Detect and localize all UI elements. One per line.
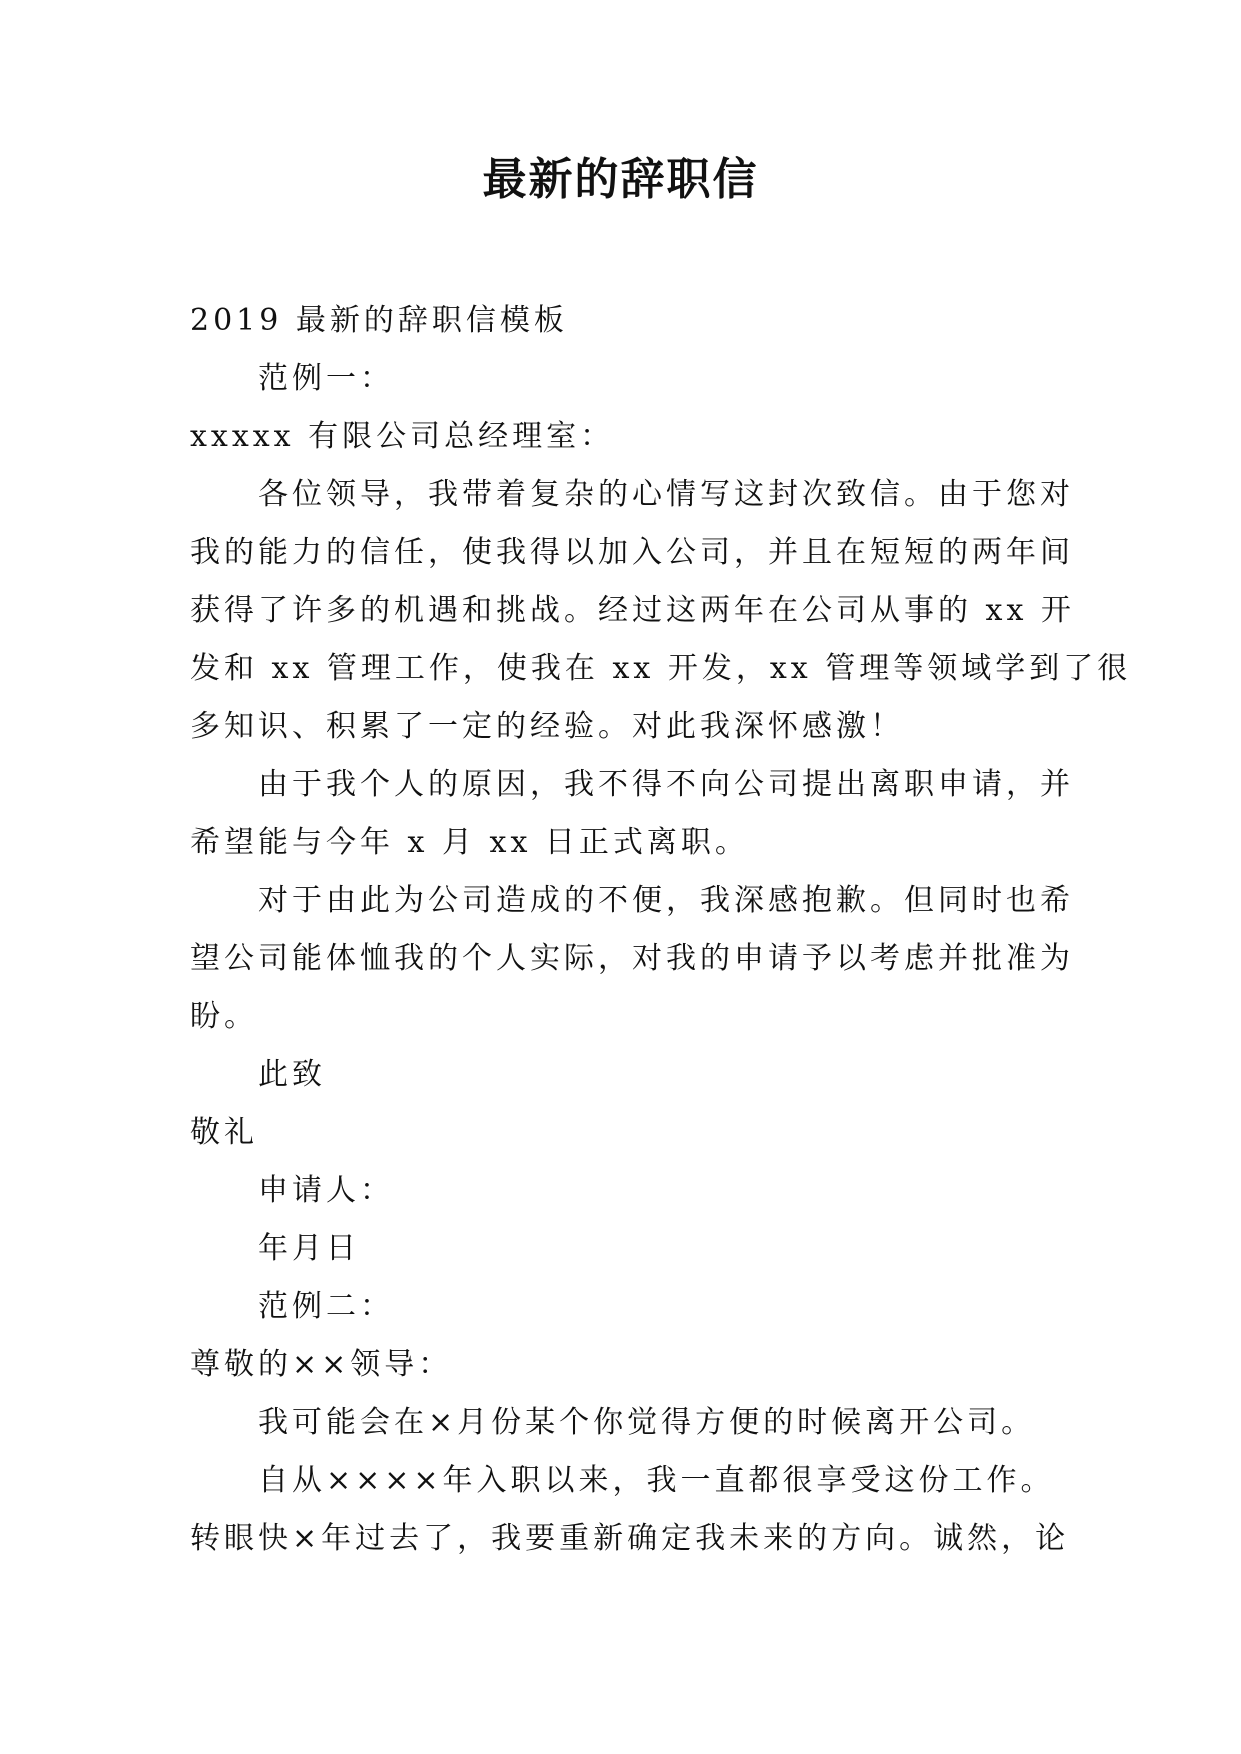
body-line: 希望能与今年 x 月 xx 日正式离职。 xyxy=(190,825,749,860)
closing-line: 敬礼 xyxy=(190,1115,258,1150)
body-line: 转眼快×年过去了，我要重新确定我未来的方向。诚然，论 xyxy=(190,1521,1070,1556)
body-line: 2019 最新的辞职信模板 xyxy=(190,303,568,338)
body-line: 盼。 xyxy=(190,999,258,1034)
body-line: 对于由此为公司造成的不便，我深感抱歉。但同时也希 xyxy=(258,883,1074,918)
section-heading: 范例二： xyxy=(258,1289,394,1324)
body-line: 我的能力的信任，使我得以加入公司，并且在短短的两年间 xyxy=(190,535,1074,570)
body-line: xxxxx 有限公司总经理室： xyxy=(190,419,615,454)
body-line: 各位领导，我带着复杂的心情写这封次致信。由于您对 xyxy=(258,477,1074,512)
body-line: 多知识、积累了一定的经验。对此我深怀感激！ xyxy=(190,709,904,744)
body-line: 我可能会在×月份某个你觉得方便的时候离开公司。 xyxy=(258,1405,1036,1440)
body-line: 望公司能体恤我的个人实际，对我的申请予以考虑并批准为 xyxy=(190,941,1074,976)
document-body xyxy=(190,292,1132,1568)
closing-line: 此致 xyxy=(258,1057,326,1092)
date-line: 年月日 xyxy=(258,1231,360,1266)
body-line: 获得了许多的机遇和挑战。经过这两年在公司从事的 xx 开 xyxy=(190,593,1075,628)
body-line: 范例一： xyxy=(258,361,394,396)
document-title: 最新的辞职信 xyxy=(482,154,759,205)
signature-line: 申请人： xyxy=(258,1173,394,1208)
body-line: 由于我个人的原因，我不得不向公司提出离职申请，并 xyxy=(258,767,1074,802)
body-line: 发和 xx 管理工作，使我在 xx 开发，xx 管理等领域学到了很 xyxy=(190,651,1132,686)
body-line: 自从××××年入职以来，我一直都很享受这份工作。 xyxy=(258,1463,1055,1498)
body-line: 尊敬的××领导： xyxy=(190,1347,453,1382)
